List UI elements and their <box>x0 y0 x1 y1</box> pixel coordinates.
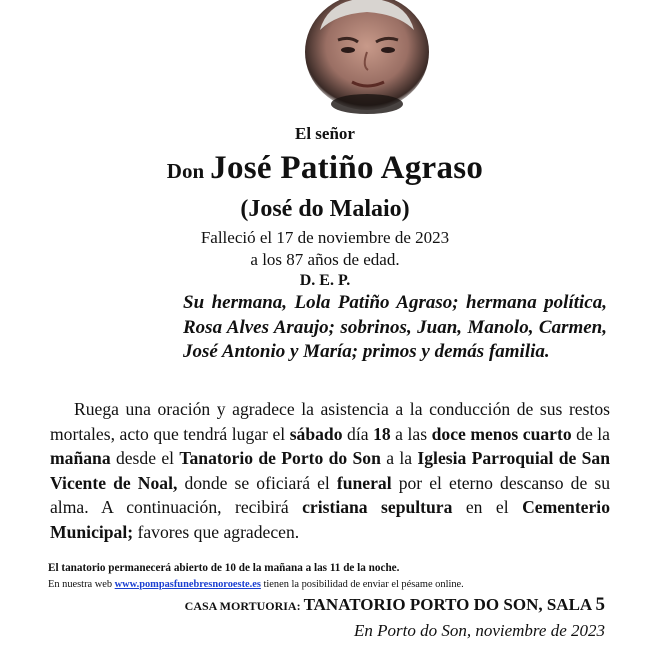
funeral-details: Ruega una oración y agradece la asistencia a la conducción de sus restos mortales, acto que tendrá lugar el sábado día 18 a las doce menos cuarto de la mañana desde el Tanatorio de Porto do Son a la Iglesia Parroquial de San Vicente de Noal, donde se oficiará el funeral por el eterno descanso de su alma. A continuación, recibirá cristiana sepultura en el Cementerio Municipal; favores que agradecen. <box>50 399 611 542</box>
deceased-name-line <box>0 150 650 187</box>
web-notice: En nuestra web www.pompasfunebresnoroeste.es tienen la posibilidad de enviar el pésame online. <box>48 579 464 590</box>
name-prefix: Don <box>166 159 205 183</box>
funeral-home <box>185 594 605 616</box>
place-date: En Porto do Son, noviembre de 2023 <box>353 621 605 640</box>
deceased-photo <box>298 0 436 115</box>
age-text: a los 87 años de edad. <box>250 250 400 269</box>
opening-hours-notice: El tanatorio permanecerá abierto de 10 de la mañana a las 11 de la noche. <box>48 562 400 574</box>
intro-text: El señor <box>295 124 355 143</box>
rip-text: D. E. P. <box>299 272 351 289</box>
website-link[interactable]: www.pompasfunebresnoroeste.es <box>114 579 261 590</box>
family-list: Su hermana, Lola Patiño Agraso; hermana política, Rosa Alves Araujo; sobrinos, Juan, Manolo, Carmen, José Antonio y María; primos y demás familia. <box>183 292 607 362</box>
funeral-home-label: CASA MORTUORIA: <box>184 599 304 613</box>
deceased-name: José Patiño Agraso <box>210 150 484 186</box>
death-date: Falleció el 17 de noviembre de 2023 <box>200 228 450 247</box>
funeral-home-value: TANATORIO PORTO DO SON, SALA <box>303 595 596 614</box>
nickname: (José do Malaio) <box>240 196 410 222</box>
room-number: 5 <box>595 594 605 615</box>
